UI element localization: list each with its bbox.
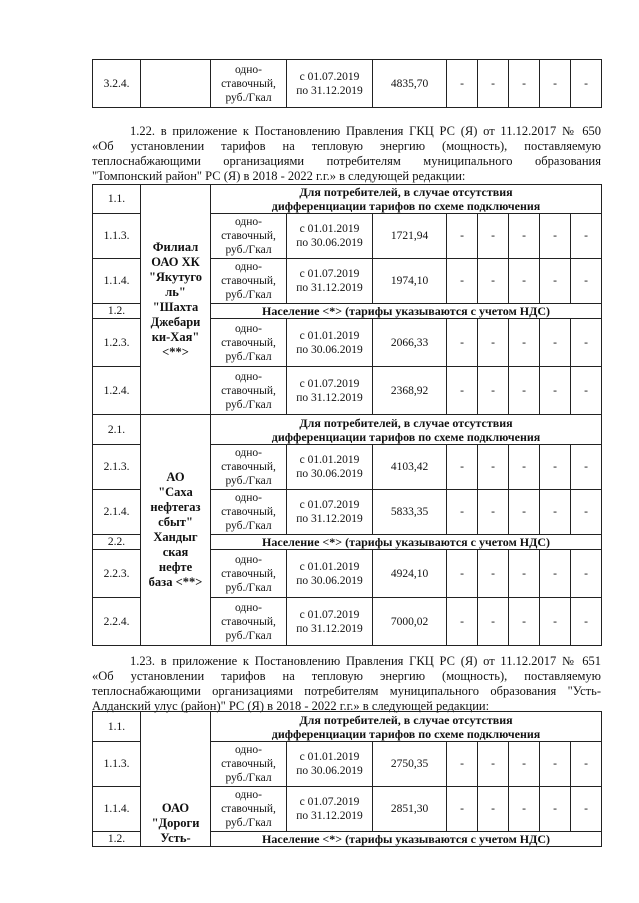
- tariff-table-tomponsky: [92, 184, 602, 646]
- period: с 01.07.2019 по 31.12.2019: [287, 367, 373, 415]
- row-code: 2.1.4.: [93, 490, 141, 535]
- tariff-value: 2750,35: [373, 742, 447, 787]
- row-code: 1.2.4.: [93, 367, 141, 415]
- population-header: Население <*> (тарифы указываются с учетом НДС): [211, 304, 602, 319]
- table-row: 1.1.4. одно- ставочный, руб./Гкал с 01.07.2019 по 31.12.2019 2851,30 - - - - -: [93, 787, 602, 832]
- period: с 01.01.2019 по 30.06.2019: [287, 550, 373, 598]
- tariff-table-ust-aldansky: [92, 711, 602, 847]
- row-code: 1.1.3.: [93, 214, 141, 259]
- table-row: 1.1.3. одно- ставочный, руб./Гкал с 01.01.2019 по 30.06.2019 2750,35 - - - - -: [93, 742, 602, 787]
- tariff-value: 1721,94: [373, 214, 447, 259]
- table-row: 1.1.3. одно- ставочный, руб./Гкал с 01.01.2019 по 30.06.2019 1721,94 - - - - -: [93, 214, 602, 259]
- population-header: Население <*> (тарифы указываются с учетом НДС): [211, 832, 602, 847]
- row-code: 3.2.4.: [93, 60, 141, 108]
- consumer-group-header: Для потребителей, в случае отсутствия дифференциации тарифов по схеме подключения: [211, 415, 602, 445]
- table-row: [93, 60, 602, 108]
- dash-cell: -: [478, 60, 509, 108]
- table-row: [93, 415, 602, 445]
- tariff-type: одно- ставочный, руб./Гкал: [211, 367, 287, 415]
- row-code: 1.2.3.: [93, 319, 141, 367]
- tariff-type: одно- ставочный, руб./Гкал: [211, 598, 287, 646]
- tariff-type: одно- ставочный, руб./Гкал: [211, 60, 287, 108]
- row-code: 2.1.: [93, 415, 141, 445]
- period: с 01.07.2019 по 31.12.2019: [287, 598, 373, 646]
- tariff-value: 2066,33: [373, 319, 447, 367]
- row-code: 1.2.: [93, 304, 141, 319]
- population-header: Население <*> (тарифы указываются с учетом НДС): [211, 535, 602, 550]
- tariff-value: 2368,92: [373, 367, 447, 415]
- amendment-paragraph-1-22: 1.22. в приложение к Постановлению Правления ГКЦ РС (Я) от 11.12.2017 № 650 «Об установлении тарифов на тепловую энергию (мощность), поставляемую теплоснабжающими организациями потребителям муниципального образования "Томпонский район" РС (Я) в 2018 - 2022 г.г.» в следующей редакции:: [92, 124, 601, 183]
- dash-cell: -: [571, 60, 602, 108]
- tariff-type: одно- ставочный, руб./Гкал: [211, 445, 287, 490]
- row-code: 1.1.: [93, 185, 141, 214]
- period: с 01.07.2019 по 31.12.2019: [287, 259, 373, 304]
- tariff-type: одно- ставочный, руб./Гкал: [211, 787, 287, 832]
- row-code: 2.2.4.: [93, 598, 141, 646]
- dash-cell: -: [509, 60, 540, 108]
- period: с 01.01.2019 по 30.06.2019: [287, 319, 373, 367]
- table-row: 2.2.3. одно- ставочный, руб./Гкал с 01.01.2019 по 30.06.2019 4924,10 - - - - -: [93, 550, 602, 598]
- row-code: 2.1.3.: [93, 445, 141, 490]
- tariff-type: одно- ставочный, руб./Гкал: [211, 259, 287, 304]
- tariff-value: 2851,30: [373, 787, 447, 832]
- table-row: [93, 712, 602, 742]
- table-row: 1.2.4. одно- ставочный, руб./Гкал с 01.07.2019 по 31.12.2019 2368,92 - - - - -: [93, 367, 602, 415]
- row-code: 1.1.4.: [93, 787, 141, 832]
- table-row: 1.1.4. одно- ставочный, руб./Гкал с 01.07.2019 по 31.12.2019 1974,10 - - - - -: [93, 259, 602, 304]
- consumer-group-header: Для потребителей, в случае отсутствия дифференциации тарифов по схеме подключения: [211, 185, 602, 214]
- period: с 01.01.2019 по 30.06.2019: [287, 742, 373, 787]
- tariff-type: одно- ставочный, руб./Гкал: [211, 490, 287, 535]
- table-row: 2.1.3. одно- ставочный, руб./Гкал с 01.01.2019 по 30.06.2019 4103,42 - - - - -: [93, 445, 602, 490]
- row-code: 2.2.3.: [93, 550, 141, 598]
- period: с 01.07.2019 по 31.12.2019: [287, 787, 373, 832]
- row-code: 1.2.: [93, 832, 141, 847]
- row-code: 1.1.3.: [93, 742, 141, 787]
- period: с 01.07.2019 по 31.12.2019: [287, 490, 373, 535]
- tariff-value: 4835,70: [373, 60, 447, 108]
- period: с 01.01.2019 по 30.06.2019: [287, 445, 373, 490]
- table-row: 1.2.3. одно- ставочный, руб./Гкал с 01.01.2019 по 30.06.2019 2066,33 - - - - -: [93, 319, 602, 367]
- row-code: 2.2.: [93, 535, 141, 550]
- tariff-type: одно- ставочный, руб./Гкал: [211, 214, 287, 259]
- consumer-group-header: Для потребителей, в случае отсутствия дифференциации тарифов по схеме подключения: [211, 712, 602, 742]
- period: с 01.01.2019 по 30.06.2019: [287, 214, 373, 259]
- organization-name: ОАО "Дороги Усть-: [141, 712, 211, 847]
- table-row: 2.2.4. одно- ставочный, руб./Гкал с 01.07.2019 по 31.12.2019 7000,02 - - - - -: [93, 598, 602, 646]
- tariff-table-fragment: [92, 59, 602, 108]
- tariff-type: одно- ставочный, руб./Гкал: [211, 550, 287, 598]
- organization-name: АО "Саха нефтегаз сбыт" Хандыг ская нефте база <**>: [141, 415, 211, 646]
- tariff-value: 4103,42: [373, 445, 447, 490]
- org-cell: [141, 60, 211, 108]
- row-code: 1.1.: [93, 712, 141, 742]
- period: с 01.07.2019 по 31.12.2019: [287, 60, 373, 108]
- table-row: 2.1.4. одно- ставочный, руб./Гкал с 01.07.2019 по 31.12.2019 5833,35 - - - - -: [93, 490, 602, 535]
- tariff-type: одно- ставочный, руб./Гкал: [211, 319, 287, 367]
- tariff-value: 7000,02: [373, 598, 447, 646]
- tariff-value: 5833,35: [373, 490, 447, 535]
- organization-name: Филиал ОАО ХК "Якутуго ль" "Шахта Джебари ки-Хая" <**>: [141, 185, 211, 415]
- tariff-value: 1974,10: [373, 259, 447, 304]
- amendment-paragraph-1-23: 1.23. в приложение к Постановлению Правления ГКЦ РС (Я) от 11.12.2017 № 651 «Об установлении тарифов на тепловую энергию (мощность), поставляемую теплоснабжающими организациями потребителям муниципального образования "Усть- Алданский улус (район)" РС (Я) в 2018 - 2022 г.г.» в следующей редакции:: [92, 654, 601, 713]
- dash-cell: -: [447, 60, 478, 108]
- table-row: [93, 185, 602, 214]
- tariff-value: 4924,10: [373, 550, 447, 598]
- row-code: 1.1.4.: [93, 259, 141, 304]
- dash-cell: -: [540, 60, 571, 108]
- tariff-type: одно- ставочный, руб./Гкал: [211, 742, 287, 787]
